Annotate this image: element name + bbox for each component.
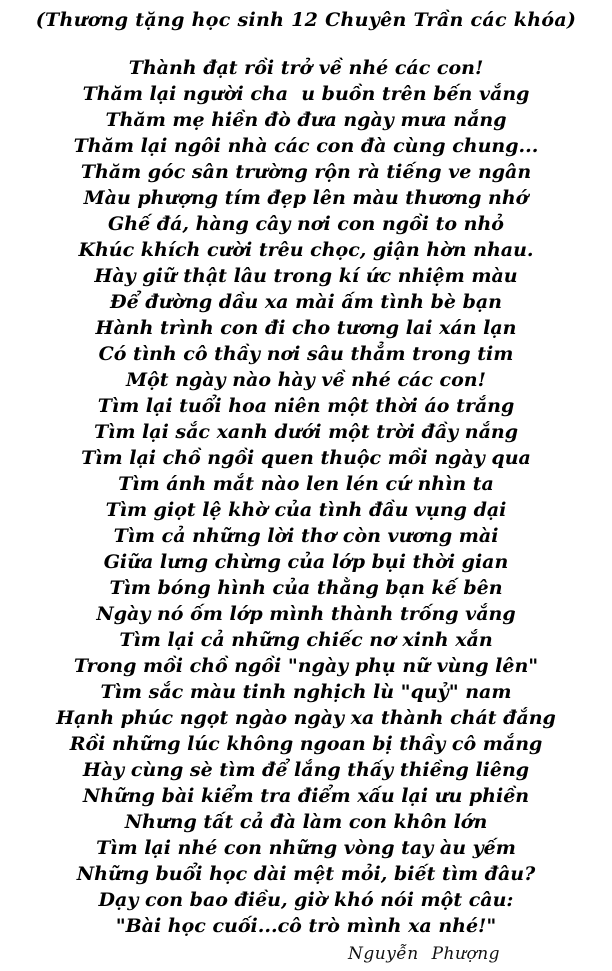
poem-line: Thành đạt rồi trở về nhé các con! <box>128 57 484 79</box>
poem-line: Tìm cả những lời thơ còn vương mài <box>113 525 499 547</box>
poem-line: Những buổi học dài mệt mỏi, biết tìm đâu? <box>76 863 536 885</box>
poem-line: Khúc khích cười trêu chọc, giận hờn nhau. <box>78 239 534 261</box>
poem-line: "Bài học cuối...cô trò mình xa nhé!" <box>115 915 497 937</box>
poem-line: Hày cùng sè tìm để lắng thấy thiềng liêng <box>82 759 530 781</box>
poem-line: Hạnh phúc ngọt ngào ngày xa thành chát đắng <box>56 707 556 729</box>
poem-line: Để đường dầu xa mài ấm tình bè bạn <box>110 291 502 313</box>
poem-line: Có tình cô thầy nơi sâu thẳm trong tim <box>98 343 514 365</box>
poem-line: Tìm lại tuổi hoa niên một thời áo trắng <box>97 395 515 417</box>
poem-line: Những bài kiểm tra điểm xấu lại ưu phiền <box>82 785 530 807</box>
dedication-line: (Thương tặng học sinh 12 Chuyên Trần các khóa) <box>35 9 577 31</box>
poem-line: Tìm lại sắc xanh dưới một trời đầy nắng <box>93 421 519 443</box>
poem-line: Ngày nó ốm lớp mình thành trống vắng <box>96 603 516 625</box>
poem-line: Tìm giọt lệ khờ của tình đầu vụng dại <box>105 499 507 521</box>
author-signature: Nguyễn Phượng <box>348 944 501 964</box>
poem-line: Tìm bóng hình của thằng bạn kế bên <box>109 577 503 599</box>
poem-body <box>0 55 612 939</box>
poem-line: Thăm góc sân trường rộn rà tiếng ve ngân <box>80 161 532 183</box>
poem-line: Tìm ánh mắt nào len lén cứ nhìn ta <box>118 473 494 495</box>
poem-line: Tìm lại chồ ngồi quen thuộc mồi ngày qua <box>81 447 531 469</box>
poem-line: Giữa lưng chừng của lớp bụi thời gian <box>103 551 509 573</box>
poem-line: Rồi những lúc không ngoan bị thầy cô mắng <box>69 733 543 755</box>
poem-line: Màu phượng tím đẹp lên màu thương nhớ <box>83 187 529 209</box>
poem-line: Nhưng tất cả đà làm con khôn lớn <box>124 811 488 833</box>
poem-line: Một ngày nào hày về nhé các con! <box>126 369 486 391</box>
poem-line: Trong mồi chồ ngồi "ngày phụ nữ vùng lên" <box>73 655 539 677</box>
poem-line: Tìm lại cả những chiếc nơ xinh xắn <box>119 629 493 651</box>
poem-line: Tìm lại nhé con những vòng tay àu yếm <box>96 837 516 859</box>
poem-line: Dạy con bao điều, giờ khó nói một câu: <box>98 889 514 911</box>
poem-line: Thăm mẹ hiền đò đưa ngày mưa nắng <box>105 109 507 131</box>
poem-line: Hày giữ thật lâu trong kí ức nhiệm màu <box>94 265 518 287</box>
poem-line: Ghế đá, hàng cây nơi con ngồi to nhỏ <box>108 213 504 235</box>
poem-line: Thăm lại ngôi nhà các con đà cùng chung... <box>73 135 539 157</box>
poem-line: Tìm sắc màu tinh nghịch lù "quỷ" nam <box>100 681 512 703</box>
poem-line: Thăm lại người cha u buồn trên bến vắng <box>82 83 530 105</box>
poem-line: Hành trình con đi cho tương lai xán lạn <box>95 317 517 339</box>
